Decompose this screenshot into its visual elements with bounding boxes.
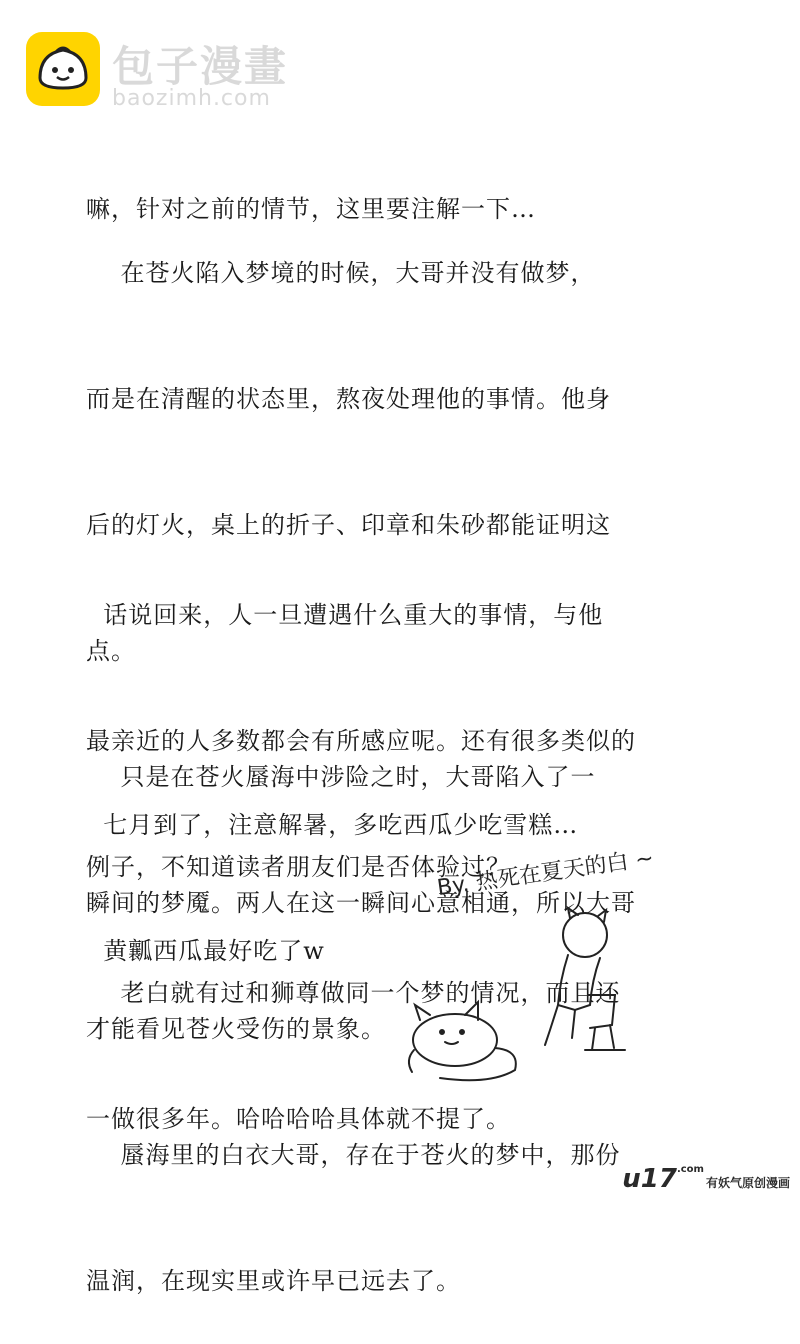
- text-line: 点。: [86, 637, 136, 665]
- cat-and-person-doodle: [400, 900, 660, 1100]
- text-line: 一做很多年。哈哈哈哈具体就不提了。: [86, 1105, 511, 1133]
- footer-brand-suffix: .com: [676, 1164, 704, 1175]
- watermark-site-domain: baozimh.com: [112, 86, 271, 111]
- text-line: 最亲近的人多数都会有所感应呢。还有很多类似的: [86, 727, 636, 755]
- text-line: 七月到了，注意解暑，多吃西瓜少吃雪糕…: [86, 811, 579, 839]
- footer-slogan: 有妖气原创漫画: [705, 1176, 790, 1190]
- u17-footer-logo: [622, 1164, 790, 1194]
- text-line: 蜃海里的白衣大哥，存在于苍火的梦中，那份: [86, 1141, 621, 1169]
- text-line: 温润，在现实里或许早已远去了。: [86, 1267, 461, 1295]
- text-line: 老白就有过和狮尊做同一个梦的情况，而且还: [86, 979, 621, 1007]
- footer-brand: u17: [622, 1164, 677, 1194]
- text-line: 瞬间的梦魇。两人在这一瞬间心意相通，所以大哥: [86, 889, 636, 917]
- text-line: 后的灯火，桌上的折子、印章和朱砂都能证明这: [86, 511, 611, 539]
- text-line: 在苍火陷入梦境的时候，大哥并没有做梦，: [86, 259, 596, 287]
- text-line: 只是在苍火蜃海中涉险之时，大哥陷入了一: [86, 763, 596, 791]
- watermark-site-name: 包子漫畫: [112, 42, 289, 91]
- baozi-logo-icon: [26, 32, 100, 106]
- text-line: 例子，不知道读者朋友们是否体验过？: [86, 853, 511, 881]
- text-line: 才能看见苍火受伤的景象。: [86, 1015, 386, 1043]
- signature: By. 热死在夏天的白 ~: [435, 845, 656, 902]
- text-line: 黄瓤西瓜最好吃了w: [86, 937, 325, 965]
- text-line: 话说回来，人一旦遭遇什么重大的事情，与他: [86, 601, 604, 629]
- text-line: 而是在清醒的状态里，熬夜处理他的事情。他身: [86, 385, 611, 413]
- text-line: 嘛，针对之前的情节，这里要注解一下…: [86, 195, 536, 223]
